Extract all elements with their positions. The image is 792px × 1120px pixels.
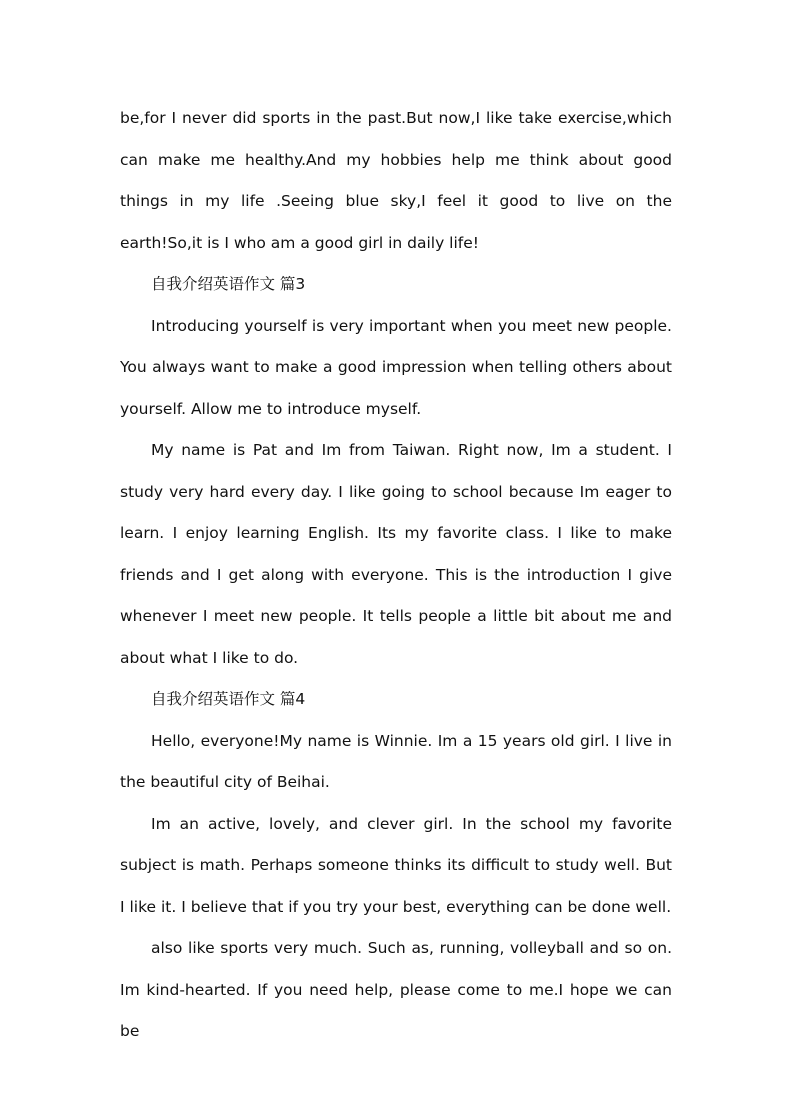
section-heading-3: 自我介绍英语作文 篇3 <box>151 275 306 293</box>
paragraph-pat-from-taiwan: My name is Pat and Im from Taiwan. Right now, Im a student. I study very hard every day. I like going to school because Im eager to learn. I enjoy learning English. Its my favorite class. I like to make friends and I get along with everyone. This is the introduction I give whenever I meet new people. It tells people a little bit about me and about what I like to do. <box>120 441 672 667</box>
paragraph-hello-winnie: Hello, everyone!My name is Winnie. Im a 15 years old girl. I live in the beautiful city of Beihai. <box>120 731 672 791</box>
paragraph-likes-sports: also like sports very much. Such as, running, volleyball and so on. Im kind-hearted. If you need help, please come to me.I hope we can be <box>120 939 672 1040</box>
paragraph-active-lovely-clever: Im an active, lovely, and clever girl. In the school my favorite subject is math. Perhaps someone thinks its difficult to study well. But I like it. I believe that if you try your best, everything can be done well. <box>120 814 672 916</box>
paragraph-continuation: be,for I never did sports in the past.But now,I like take exercise,which can make me healthy.And my hobbies help me think about good things in my life .Seeing blue sky,I feel it good to live on the earth!So,it is I who am a good girl in daily life! <box>120 109 672 252</box>
section-heading-4: 自我介绍英语作文 篇4 <box>151 690 306 708</box>
document-body <box>120 98 672 1053</box>
paragraph-introduction-importance: Introducing yourself is very important when you meet new people. You always want to make a good impression when telling others about yourself. Allow me to introduce myself. <box>120 316 672 418</box>
